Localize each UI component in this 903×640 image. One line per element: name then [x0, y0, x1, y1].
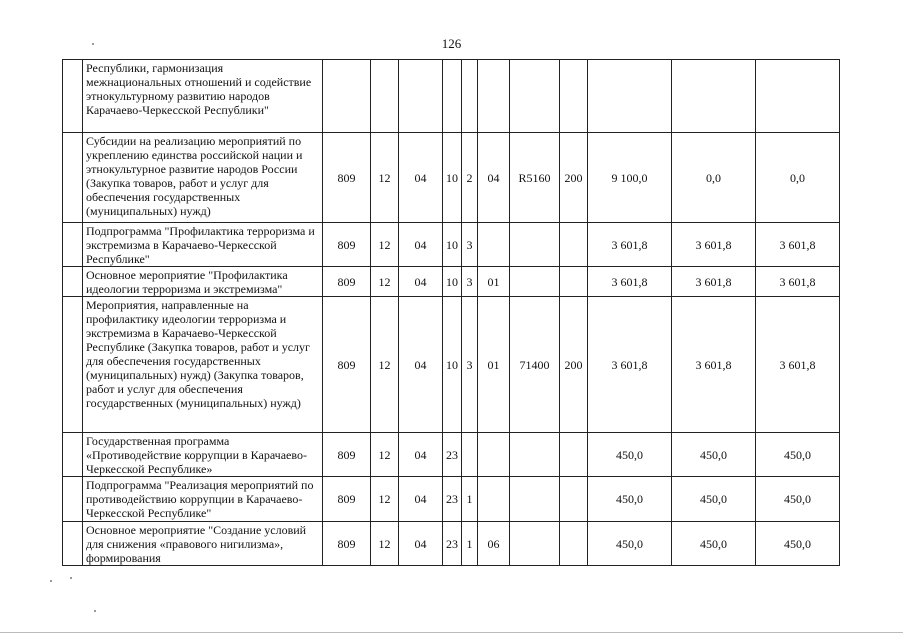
cell-p1: 23	[443, 522, 462, 566]
cell-p3: 04	[478, 133, 510, 223]
cell-v3: 3 601,8	[756, 297, 840, 433]
cell-rz: 12	[371, 433, 399, 477]
cell-vr	[560, 522, 588, 566]
cell-pr	[399, 60, 443, 133]
cell-p4	[510, 60, 560, 133]
cell-gr: 809	[323, 433, 371, 477]
row-description: Мероприятия, направленные на профилактику идеологии терроризма и экстремизма в Карачаево-Черкесской Республике (Закупка товаров, работ и услуг для обеспечения государственных (муниципальных) нужд) (Закупка товаров, работ и услуг для обеспечения государственных (муниципальных) нужд)	[83, 297, 323, 433]
blank-cell	[63, 60, 83, 133]
cell-p4	[510, 433, 560, 477]
cell-v3: 3 601,8	[756, 223, 840, 267]
cell-p3: 01	[478, 297, 510, 433]
cell-vr	[560, 223, 588, 267]
cell-v2: 450,0	[672, 477, 756, 522]
cell-vr: 200	[560, 297, 588, 433]
table-row	[63, 133, 840, 223]
cell-v3: 450,0	[756, 522, 840, 566]
cell-v3: 0,0	[756, 133, 840, 223]
cell-p4	[510, 477, 560, 522]
table-row	[63, 60, 840, 133]
cell-p1: 10	[443, 133, 462, 223]
cell-v1: 450,0	[588, 477, 672, 522]
cell-v2: 450,0	[672, 522, 756, 566]
cell-p3: 06	[478, 522, 510, 566]
cell-p2	[462, 433, 478, 477]
cell-rz: 12	[371, 522, 399, 566]
cell-rz: 12	[371, 223, 399, 267]
cell-p2	[462, 60, 478, 133]
row-description: Основное мероприятие "Создание условий для снижения «правового нигилизма», формирования	[83, 522, 323, 566]
cell-pr: 04	[399, 522, 443, 566]
cell-v3: 450,0	[756, 433, 840, 477]
scan-speck	[70, 577, 72, 579]
cell-pr: 04	[399, 223, 443, 267]
table-row	[63, 297, 840, 433]
page-number: 126	[441, 36, 462, 51]
cell-gr: 809	[323, 267, 371, 297]
cell-p4	[510, 267, 560, 297]
cell-v1: 3 601,8	[588, 223, 672, 267]
cell-pr: 04	[399, 297, 443, 433]
cell-p1: 10	[443, 297, 462, 433]
cell-pr: 04	[399, 433, 443, 477]
cell-p1: 10	[443, 267, 462, 297]
cell-gr: 809	[323, 522, 371, 566]
cell-v3	[756, 60, 840, 133]
blank-cell	[63, 133, 83, 223]
cell-p1: 10	[443, 223, 462, 267]
blank-cell	[63, 522, 83, 566]
cell-v1: 3 601,8	[588, 297, 672, 433]
cell-v2: 450,0	[672, 433, 756, 477]
row-description: Республики, гармонизация межнациональных отношений и содействие этнокультурному развитию народов Карачаево-Черкесской Республики"	[83, 60, 323, 133]
cell-vr	[560, 267, 588, 297]
cell-rz: 12	[371, 297, 399, 433]
cell-v1: 450,0	[588, 522, 672, 566]
cell-pr: 04	[399, 267, 443, 297]
cell-v2: 3 601,8	[672, 297, 756, 433]
cell-rz	[371, 60, 399, 133]
cell-vr	[560, 60, 588, 133]
row-description: Подпрограмма "Реализация мероприятий по противодействию коррупции в Карачаево-Черкесской Республике"	[83, 477, 323, 522]
cell-p2: 2	[462, 133, 478, 223]
cell-p1: 23	[443, 433, 462, 477]
cell-p3	[478, 223, 510, 267]
table-row	[63, 267, 840, 297]
cell-v3: 3 601,8	[756, 267, 840, 297]
cell-p3	[478, 477, 510, 522]
cell-vr: 200	[560, 133, 588, 223]
blank-cell	[63, 477, 83, 522]
table-row	[63, 433, 840, 477]
cell-v2: 3 601,8	[672, 267, 756, 297]
cell-p2: 3	[462, 223, 478, 267]
row-description: Государственная программа «Противодействие коррупции в Карачаево-Черкесской Республике»	[83, 433, 323, 477]
table-row	[63, 522, 840, 566]
cell-p3: 01	[478, 267, 510, 297]
blank-cell	[63, 267, 83, 297]
cell-p3	[478, 433, 510, 477]
cell-p4: R5160	[510, 133, 560, 223]
table-row	[63, 477, 840, 522]
cell-v2: 3 601,8	[672, 223, 756, 267]
cell-p2: 1	[462, 522, 478, 566]
cell-v1	[588, 60, 672, 133]
cell-gr: 809	[323, 297, 371, 433]
cell-pr: 04	[399, 477, 443, 522]
cell-rz: 12	[371, 267, 399, 297]
cell-rz: 12	[371, 133, 399, 223]
row-description: Субсидии на реализацию мероприятий по укреплению единства российской нации и этнокультурное развитие народов России (Закупка товаров, работ и услуг для обеспечения государственных (муниципальных) нужд)	[83, 133, 323, 223]
table-row	[63, 223, 840, 267]
cell-vr	[560, 433, 588, 477]
cell-v2	[672, 60, 756, 133]
cell-v1: 9 100,0	[588, 133, 672, 223]
cell-p4	[510, 223, 560, 267]
scan-speck	[94, 610, 96, 612]
cell-v1: 450,0	[588, 433, 672, 477]
blank-cell	[63, 223, 83, 267]
row-description: Подпрограмма "Профилактика терроризма и экстремизма в Карачаево-Черкесской Республике"	[83, 223, 323, 267]
cell-pr: 04	[399, 133, 443, 223]
cell-gr	[323, 60, 371, 133]
cell-p2: 3	[462, 267, 478, 297]
cell-v3: 450,0	[756, 477, 840, 522]
cell-v1: 3 601,8	[588, 267, 672, 297]
row-description: Основное мероприятие "Профилактика идеологии терроризма и экстремизма"	[83, 267, 323, 297]
cell-rz: 12	[371, 477, 399, 522]
cell-p2: 3	[462, 297, 478, 433]
blank-cell	[63, 297, 83, 433]
cell-p4: 71400	[510, 297, 560, 433]
scan-speck	[92, 43, 94, 45]
cell-p4	[510, 522, 560, 566]
scan-speck	[50, 580, 52, 582]
cell-gr: 809	[323, 223, 371, 267]
cell-gr: 809	[323, 133, 371, 223]
cell-p1: 23	[443, 477, 462, 522]
cell-p1	[443, 60, 462, 133]
cell-p2: 1	[462, 477, 478, 522]
cell-vr	[560, 477, 588, 522]
budget-table	[62, 59, 840, 566]
cell-gr: 809	[323, 477, 371, 522]
bottom-rule	[0, 632, 903, 633]
cell-p3	[478, 60, 510, 133]
blank-cell	[63, 433, 83, 477]
cell-v2: 0,0	[672, 133, 756, 223]
